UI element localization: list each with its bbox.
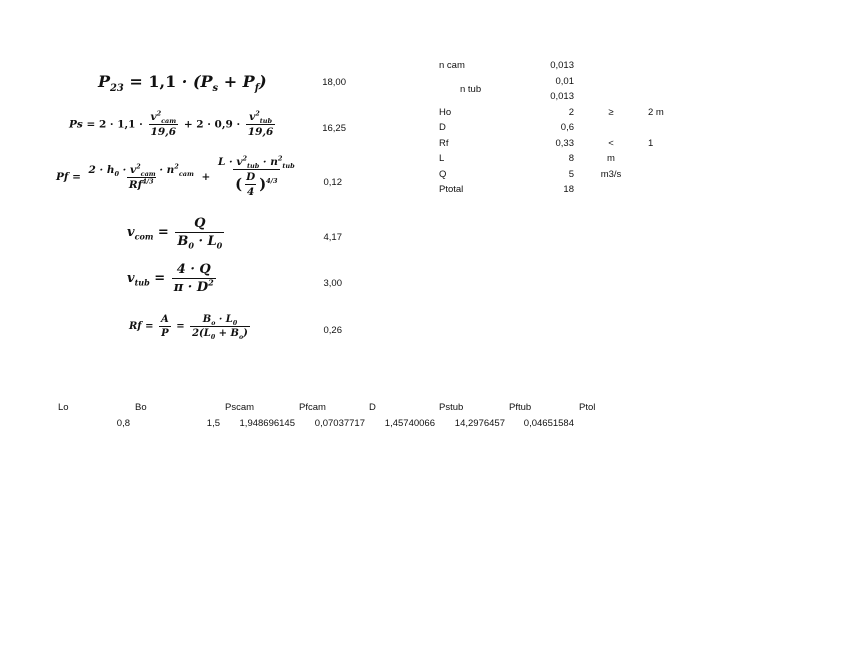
param-value-rf: 0,33 xyxy=(555,138,574,149)
table-cell-bo: 1,5 xyxy=(206,418,220,429)
formula-vtub-value: 3,00 xyxy=(323,278,342,289)
formula-vcom: $v_{com}$ = $\frac{Q}{B_0 \cdot L_0}$ xyxy=(127,216,223,251)
table-cell-pfcam: 0,07037717 xyxy=(314,418,365,429)
param-symbol-rf: < xyxy=(608,138,614,149)
param-value-ncam: 0,013 xyxy=(550,60,574,71)
table-cell-pscam: 1,948696145 xyxy=(239,418,295,429)
param-value-d: 0,6 xyxy=(560,122,574,133)
table-header-pscam: Pscam xyxy=(225,402,255,413)
param-label-l: L xyxy=(439,153,445,164)
param-label-d: D xyxy=(439,122,446,133)
formula-vcom-value: 4,17 xyxy=(323,232,342,243)
table-header-lo: Lo xyxy=(58,402,69,413)
formula-vtub: $v_{tub}$ = $\frac{4 \cdot Q}{\pi \cdot D^2}$ xyxy=(127,262,214,295)
table-header-ptol: Ptol xyxy=(579,402,596,413)
param-value-ptotal: 18 xyxy=(563,184,574,195)
table-cell-d: 1,45740066 xyxy=(384,418,435,429)
formula-pf-value: 0,12 xyxy=(323,177,342,188)
formula-rf: Rf = $\frac{A}{P}$ = $\frac{B_o \cdot L_0}{2(L_0 + B_o)}$ xyxy=(129,314,248,341)
formula-rf-value: 0,26 xyxy=(323,325,342,336)
formula-p23: $P_{23} = 1,1 \cdot (P_s + P_f)$ xyxy=(98,72,267,95)
param-label-rf: Rf xyxy=(439,138,449,149)
param-value-l: 8 xyxy=(568,153,574,164)
param-label-ncam: n cam xyxy=(439,60,465,71)
param-unit-l: m xyxy=(607,153,615,164)
formula-ps: Ps = 2 · 1,1 · $\frac{v^2_{cam}}{19,6}$ + 2 · 0,9 · $\frac{v^2_{tub}}{19,6}$ xyxy=(69,109,274,138)
table-header-pfcam: Pfcam xyxy=(299,402,326,413)
param-unit-q: m3/s xyxy=(600,169,622,180)
formula-ps-value: 16,25 xyxy=(322,123,346,134)
param-label-ho: Ho xyxy=(439,107,452,118)
table-cell-pstub: 14,2976457 xyxy=(454,418,505,429)
table-header-pstub: Pstub xyxy=(439,402,464,413)
table-cell-pftub: 0,04651584 xyxy=(523,418,574,429)
param-label-ptotal: Ptotal xyxy=(439,184,464,195)
param-label-q: Q xyxy=(439,169,447,180)
table-header-bo: Bo xyxy=(135,402,147,413)
param-value-q: 5 xyxy=(568,169,574,180)
param-value-ho: 2 xyxy=(568,107,574,118)
formula-pf: Pf = $\frac{2 \cdot h_0 \cdot v^2_{cam} \cdot n^2_{cam}}{Rf^{4/3}}$ + $L \cdot v^2_{tub} \cdot n^2_{tub}$ ( $\frac{D}{4}$ )$^{4/3}$ xyxy=(56,154,295,198)
param-value-ntub: 0,013 xyxy=(550,91,574,102)
table-cell-lo: 0,8 xyxy=(116,418,130,429)
formula-p23-value: 18,00 xyxy=(322,77,346,88)
table-header-pftub: Pftub xyxy=(509,402,532,413)
table-header-d: D xyxy=(369,402,376,413)
param-symbol-ho: ≥ xyxy=(608,107,614,118)
param-value-n2: 0,01 xyxy=(555,76,574,87)
param-limit-ho: 2 m xyxy=(648,107,664,118)
param-limit-rf: 1 xyxy=(648,138,654,149)
param-label-ntub: n tub xyxy=(460,84,482,95)
